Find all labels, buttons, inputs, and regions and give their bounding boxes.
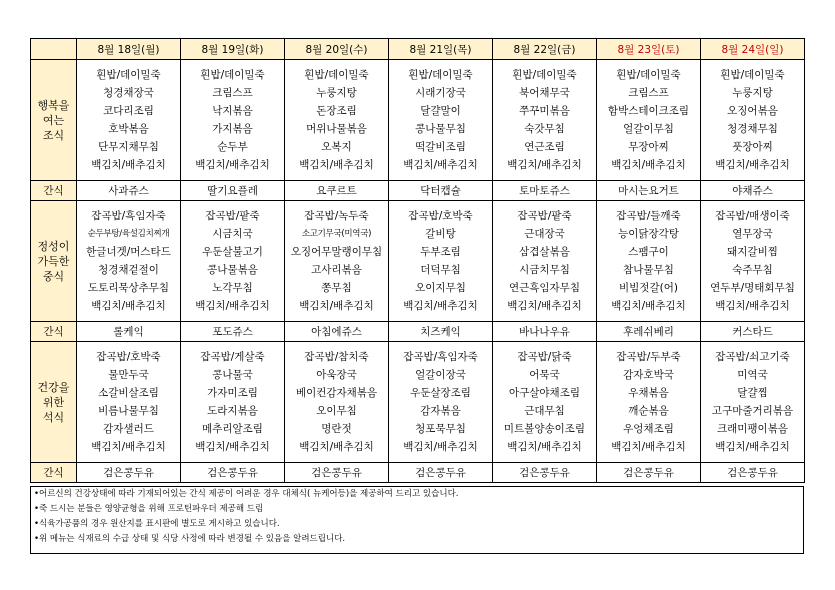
breakfast-cell xyxy=(77,60,181,181)
menu-item: 청경채장국 xyxy=(103,87,154,99)
menu-item: 갈비탕 xyxy=(425,228,456,240)
dinner-label: 건강을 위한 석식 xyxy=(31,342,77,463)
lunch-cell xyxy=(493,201,597,322)
menu-item: 청경채겉절이 xyxy=(98,264,159,276)
menu-item: 머위나물볶음 xyxy=(306,123,367,135)
menu-item: 삼겹살볶음 xyxy=(519,246,570,258)
snack-item: 사과쥬스 xyxy=(77,181,181,201)
note-line: •식육가공품의 경우 원산지를 표시판에 별도로 게시하고 있습니다. xyxy=(34,519,280,529)
snack-item: 검은콩두유 xyxy=(77,463,181,483)
dinner-row xyxy=(31,342,805,463)
snack-item: 후레쉬베리 xyxy=(597,322,701,342)
menu-item: 시금치무침 xyxy=(519,264,570,276)
dinner-cell xyxy=(597,342,701,463)
menu-item: 달걀말이 xyxy=(420,105,461,117)
menu-item: 우둔살불고기 xyxy=(202,246,263,258)
snack-item: 검은콩두유 xyxy=(389,463,493,483)
menu-item: 백김치/배추김치 xyxy=(611,159,686,171)
lunch-row xyxy=(31,201,805,322)
menu-item: 얼갈이장국 xyxy=(415,369,466,381)
breakfast-cell xyxy=(181,60,285,181)
snack-item: 검은콩두유 xyxy=(701,463,805,483)
menu-item: 달걀찜 xyxy=(737,387,768,399)
day-header-row xyxy=(31,39,805,60)
snack-item: 검은콩두유 xyxy=(181,463,285,483)
day-header: 8월 20일(수) xyxy=(285,39,389,60)
menu-item: 백김치/배추김치 xyxy=(611,300,686,312)
menu-item: 잡곡밥/호박죽 xyxy=(96,351,161,363)
menu-item: 미트볼양송이조림 xyxy=(503,423,586,435)
menu-item: 얼갈이무침 xyxy=(623,123,674,135)
menu-item: 누룽지탕 xyxy=(732,87,773,99)
dinner-cell xyxy=(389,342,493,463)
lunch-cell xyxy=(597,201,701,322)
menu-item: 도토리묵상추무침 xyxy=(87,282,170,294)
menu-item: 잡곡밥/매생이죽 xyxy=(715,210,790,222)
snack-label: 간식 xyxy=(31,463,77,483)
dinner-cell xyxy=(285,342,389,463)
corner-cell xyxy=(31,39,77,60)
menu-item: 아욱장국 xyxy=(316,369,357,381)
lunch-cell xyxy=(389,201,493,322)
menu-item: 두부조림 xyxy=(420,246,461,258)
menu-item: 백김치/배추김치 xyxy=(91,300,166,312)
dinner-cell xyxy=(181,342,285,463)
breakfast-cell xyxy=(597,60,701,181)
lunch-cell xyxy=(181,201,285,322)
menu-item: 호박볶음 xyxy=(108,123,149,135)
menu-item: 미역국 xyxy=(737,369,768,381)
menu-item: 흰밥/데이밀죽 xyxy=(616,69,681,81)
snack-item: 롤케익 xyxy=(77,322,181,342)
menu-item: 잡곡밥/녹두죽 xyxy=(304,210,369,222)
snack-item: 검은콩두유 xyxy=(493,463,597,483)
day-header: 8월 18일(월) xyxy=(77,39,181,60)
menu-item: 메추리알조림 xyxy=(202,423,263,435)
menu-item: 고사리볶음 xyxy=(311,264,362,276)
menu-item: 무장아찌 xyxy=(628,141,669,153)
menu-item: 흰밥/데이밀죽 xyxy=(304,69,369,81)
menu-item: 백김치/배추김치 xyxy=(715,300,790,312)
menu-item: 노각무침 xyxy=(212,282,253,294)
menu-item: 콩나물무침 xyxy=(415,123,466,135)
menu-item: 백김치/배추김치 xyxy=(403,300,478,312)
menu-item: 잡곡밥/흑임자죽 xyxy=(91,210,166,222)
lunch-cell xyxy=(285,201,389,322)
menu-item: 누룽지탕 xyxy=(316,87,357,99)
menu-item: 능이닭장각탕 xyxy=(618,228,679,240)
menu-item: 낙지볶음 xyxy=(212,105,253,117)
menu-item: 백김치/배추김치 xyxy=(507,441,582,453)
menu-item: 열무장국 xyxy=(732,228,773,240)
menu-item: 오이지무침 xyxy=(415,282,466,294)
menu-item: 코다리조림 xyxy=(103,105,154,117)
menu-item: 어묵국 xyxy=(529,369,560,381)
menu-item: 백김치/배추김치 xyxy=(91,441,166,453)
menu-item: 참나물무침 xyxy=(623,264,674,276)
menu-item: 소고기무국(미역국) xyxy=(301,229,372,239)
menu-item: 근대장국 xyxy=(524,228,565,240)
menu-item: 흰밥/데이밀죽 xyxy=(512,69,577,81)
breakfast-label: 행복을 여는 조식 xyxy=(31,60,77,181)
menu-item: 백김치/배추김치 xyxy=(195,159,270,171)
menu-item: 소갈비살조림 xyxy=(98,387,159,399)
menu-item: 연두부/명태회무침 xyxy=(710,282,795,294)
menu-item: 오징어볶음 xyxy=(727,105,778,117)
menu-item: 물만두국 xyxy=(108,369,149,381)
menu-item: 북어채무국 xyxy=(519,87,570,99)
menu-item: 잡곡밥/쇠고기죽 xyxy=(715,351,790,363)
day-header: 8월 21일(목) xyxy=(389,39,493,60)
day-header-weekend: 8월 23일(토) xyxy=(597,39,701,60)
note-line: •위 메뉴는 식재료의 수급 상태 및 식당 사정에 따라 변경될 수 있음을 알려드립니다. xyxy=(34,534,346,544)
menu-item: 스팸구이 xyxy=(628,246,669,258)
menu-item: 백김치/배추김치 xyxy=(91,159,166,171)
menu-item: 크래미팽이볶음 xyxy=(716,423,788,435)
menu-item: 근대무침 xyxy=(524,405,565,417)
menu-item: 오복지 xyxy=(321,141,352,153)
menu-item: 우엉채조림 xyxy=(623,423,674,435)
menu-item: 돈장조림 xyxy=(316,105,357,117)
menu-item: 백김치/배추김치 xyxy=(507,159,582,171)
note-line: •죽 드시는 분들은 영양균형을 위해 프로틴파우더 제공해 드림 xyxy=(34,504,264,514)
day-header: 8월 22일(금) xyxy=(493,39,597,60)
breakfast-cell xyxy=(285,60,389,181)
menu-item: 백김치/배추김치 xyxy=(195,300,270,312)
morning-snack-row xyxy=(31,181,805,201)
menu-item: 백김치/배추김치 xyxy=(299,300,374,312)
snack-item: 바나나우유 xyxy=(493,322,597,342)
snack-item: 토마토쥬스 xyxy=(493,181,597,201)
menu-item: 아구살야채조림 xyxy=(508,387,580,399)
menu-item: 쭈꾸미볶음 xyxy=(519,105,570,117)
menu-item: 백김치/배추김치 xyxy=(403,441,478,453)
menu-item: 순두부탕/육설김치찌개 xyxy=(87,229,170,239)
menu-item: 비빔젓갈(어) xyxy=(619,282,678,294)
snack-item: 야채쥬스 xyxy=(701,181,805,201)
snack-item: 포도쥬스 xyxy=(181,322,285,342)
menu-item: 백김치/배추김치 xyxy=(715,159,790,171)
breakfast-row xyxy=(31,60,805,181)
menu-item: 명란젓 xyxy=(321,423,352,435)
menu-item: 한글너겟/머스타드 xyxy=(86,246,171,258)
menu-item: 백김치/배추김치 xyxy=(507,300,582,312)
menu-item: 깨순볶음 xyxy=(628,405,669,417)
dinner-cell xyxy=(493,342,597,463)
menu-item: 크림스프 xyxy=(212,87,253,99)
snack-item: 닥터캡슐 xyxy=(389,181,493,201)
menu-item: 청포묵무침 xyxy=(415,423,466,435)
menu-item: 오징어무말랭이무침 xyxy=(290,246,383,258)
menu-item: 잡곡밥/팥죽 xyxy=(517,210,572,222)
menu-item: 고구마줄거리볶음 xyxy=(711,405,794,417)
menu-item: 백김치/배추김치 xyxy=(299,159,374,171)
day-header: 8월 19일(화) xyxy=(181,39,285,60)
menu-item: 백김치/배추김치 xyxy=(403,159,478,171)
menu-item: 비름나물무침 xyxy=(98,405,159,417)
menu-item: 연근흑임자무침 xyxy=(508,282,580,294)
menu-item: 잡곡밥/호박죽 xyxy=(408,210,473,222)
menu-item: 백김치/배추김치 xyxy=(611,441,686,453)
snack-item: 검은콩두유 xyxy=(597,463,701,483)
menu-item: 백김치/배추김치 xyxy=(195,441,270,453)
menu-item: 흰밥/데이밀죽 xyxy=(408,69,473,81)
menu-item: 도라지볶음 xyxy=(207,405,258,417)
breakfast-cell xyxy=(493,60,597,181)
breakfast-cell xyxy=(701,60,805,181)
menu-item: 잡곡밥/흑임자죽 xyxy=(403,351,478,363)
menu-item: 청경채무침 xyxy=(727,123,778,135)
dinner-cell xyxy=(701,342,805,463)
menu-item: 숙갓무침 xyxy=(524,123,565,135)
menu-item: 연근조림 xyxy=(524,141,565,153)
menu-item: 우채볶음 xyxy=(628,387,669,399)
menu-item: 잡곡밥/들깨죽 xyxy=(616,210,681,222)
menu-item: 쫑무침 xyxy=(321,282,352,294)
menu-item: 감자샐러드 xyxy=(103,423,154,435)
menu-item: 단무지채무침 xyxy=(98,141,159,153)
menu-item: 백김치/배추김치 xyxy=(715,441,790,453)
menu-item: 감자호박국 xyxy=(623,369,674,381)
menu-item: 콩나물국 xyxy=(212,369,253,381)
menu-item: 잡곡밥/팥죽 xyxy=(205,210,260,222)
snack-item: 딸기요플레 xyxy=(181,181,285,201)
snack-item: 치즈케익 xyxy=(389,322,493,342)
menu-item: 돼지갈비찜 xyxy=(727,246,778,258)
menu-item: 풋장아찌 xyxy=(732,141,773,153)
day-header-weekend: 8월 24일(일) xyxy=(701,39,805,60)
menu-item: 더덕무침 xyxy=(420,264,461,276)
weekly-menu-table xyxy=(30,38,805,483)
menu-item: 베이컨감자채볶음 xyxy=(295,387,378,399)
menu-item: 흰밥/데이밀죽 xyxy=(200,69,265,81)
breakfast-cell xyxy=(389,60,493,181)
snack-item: 아침에쥬스 xyxy=(285,322,389,342)
snack-item: 검은콩두유 xyxy=(285,463,389,483)
snack-item: 커스타드 xyxy=(701,322,805,342)
snack-label: 간식 xyxy=(31,181,77,201)
evening-snack-row xyxy=(31,463,805,483)
menu-item: 시금치국 xyxy=(212,228,253,240)
snack-label: 간식 xyxy=(31,322,77,342)
snack-item: 요쿠르트 xyxy=(285,181,389,201)
menu-item: 감자볶음 xyxy=(420,405,461,417)
menu-item: 백김치/배추김치 xyxy=(299,441,374,453)
menu-item: 시래기장국 xyxy=(415,87,466,99)
afternoon-snack-row xyxy=(31,322,805,342)
lunch-cell xyxy=(77,201,181,322)
note-line: •어르신의 건강상태에 따라 기재되어있는 간식 제공이 어려운 경우 대체식( 뉴케어등)을 제공하여 드리고 있습니다. xyxy=(34,489,459,499)
dinner-cell xyxy=(77,342,181,463)
notes-box xyxy=(30,486,804,554)
menu-item: 오이무침 xyxy=(316,405,357,417)
menu-item: 가지볶음 xyxy=(212,123,253,135)
menu-item: 잡곡밥/참치죽 xyxy=(304,351,369,363)
snack-item: 마시는요거트 xyxy=(597,181,701,201)
menu-item: 함박스테이크조림 xyxy=(607,105,690,117)
menu-item: 떡갈비조림 xyxy=(415,141,466,153)
menu-item: 잡곡밥/두부죽 xyxy=(616,351,681,363)
menu-item: 가자미조림 xyxy=(207,387,258,399)
menu-item: 잡곡밥/닭죽 xyxy=(517,351,572,363)
menu-item: 흰밥/데이밀죽 xyxy=(96,69,161,81)
menu-item: 콩나물볶음 xyxy=(207,264,258,276)
menu-item: 우둔살장조림 xyxy=(410,387,471,399)
menu-item: 크림스프 xyxy=(628,87,669,99)
menu-item: 흰밥/데이밀죽 xyxy=(720,69,785,81)
menu-item: 잡곡밥/게살죽 xyxy=(200,351,265,363)
menu-item: 숙주무침 xyxy=(732,264,773,276)
menu-item: 순두부 xyxy=(217,141,248,153)
lunch-cell xyxy=(701,201,805,322)
lunch-label: 정성이 가득한 중식 xyxy=(31,201,77,322)
